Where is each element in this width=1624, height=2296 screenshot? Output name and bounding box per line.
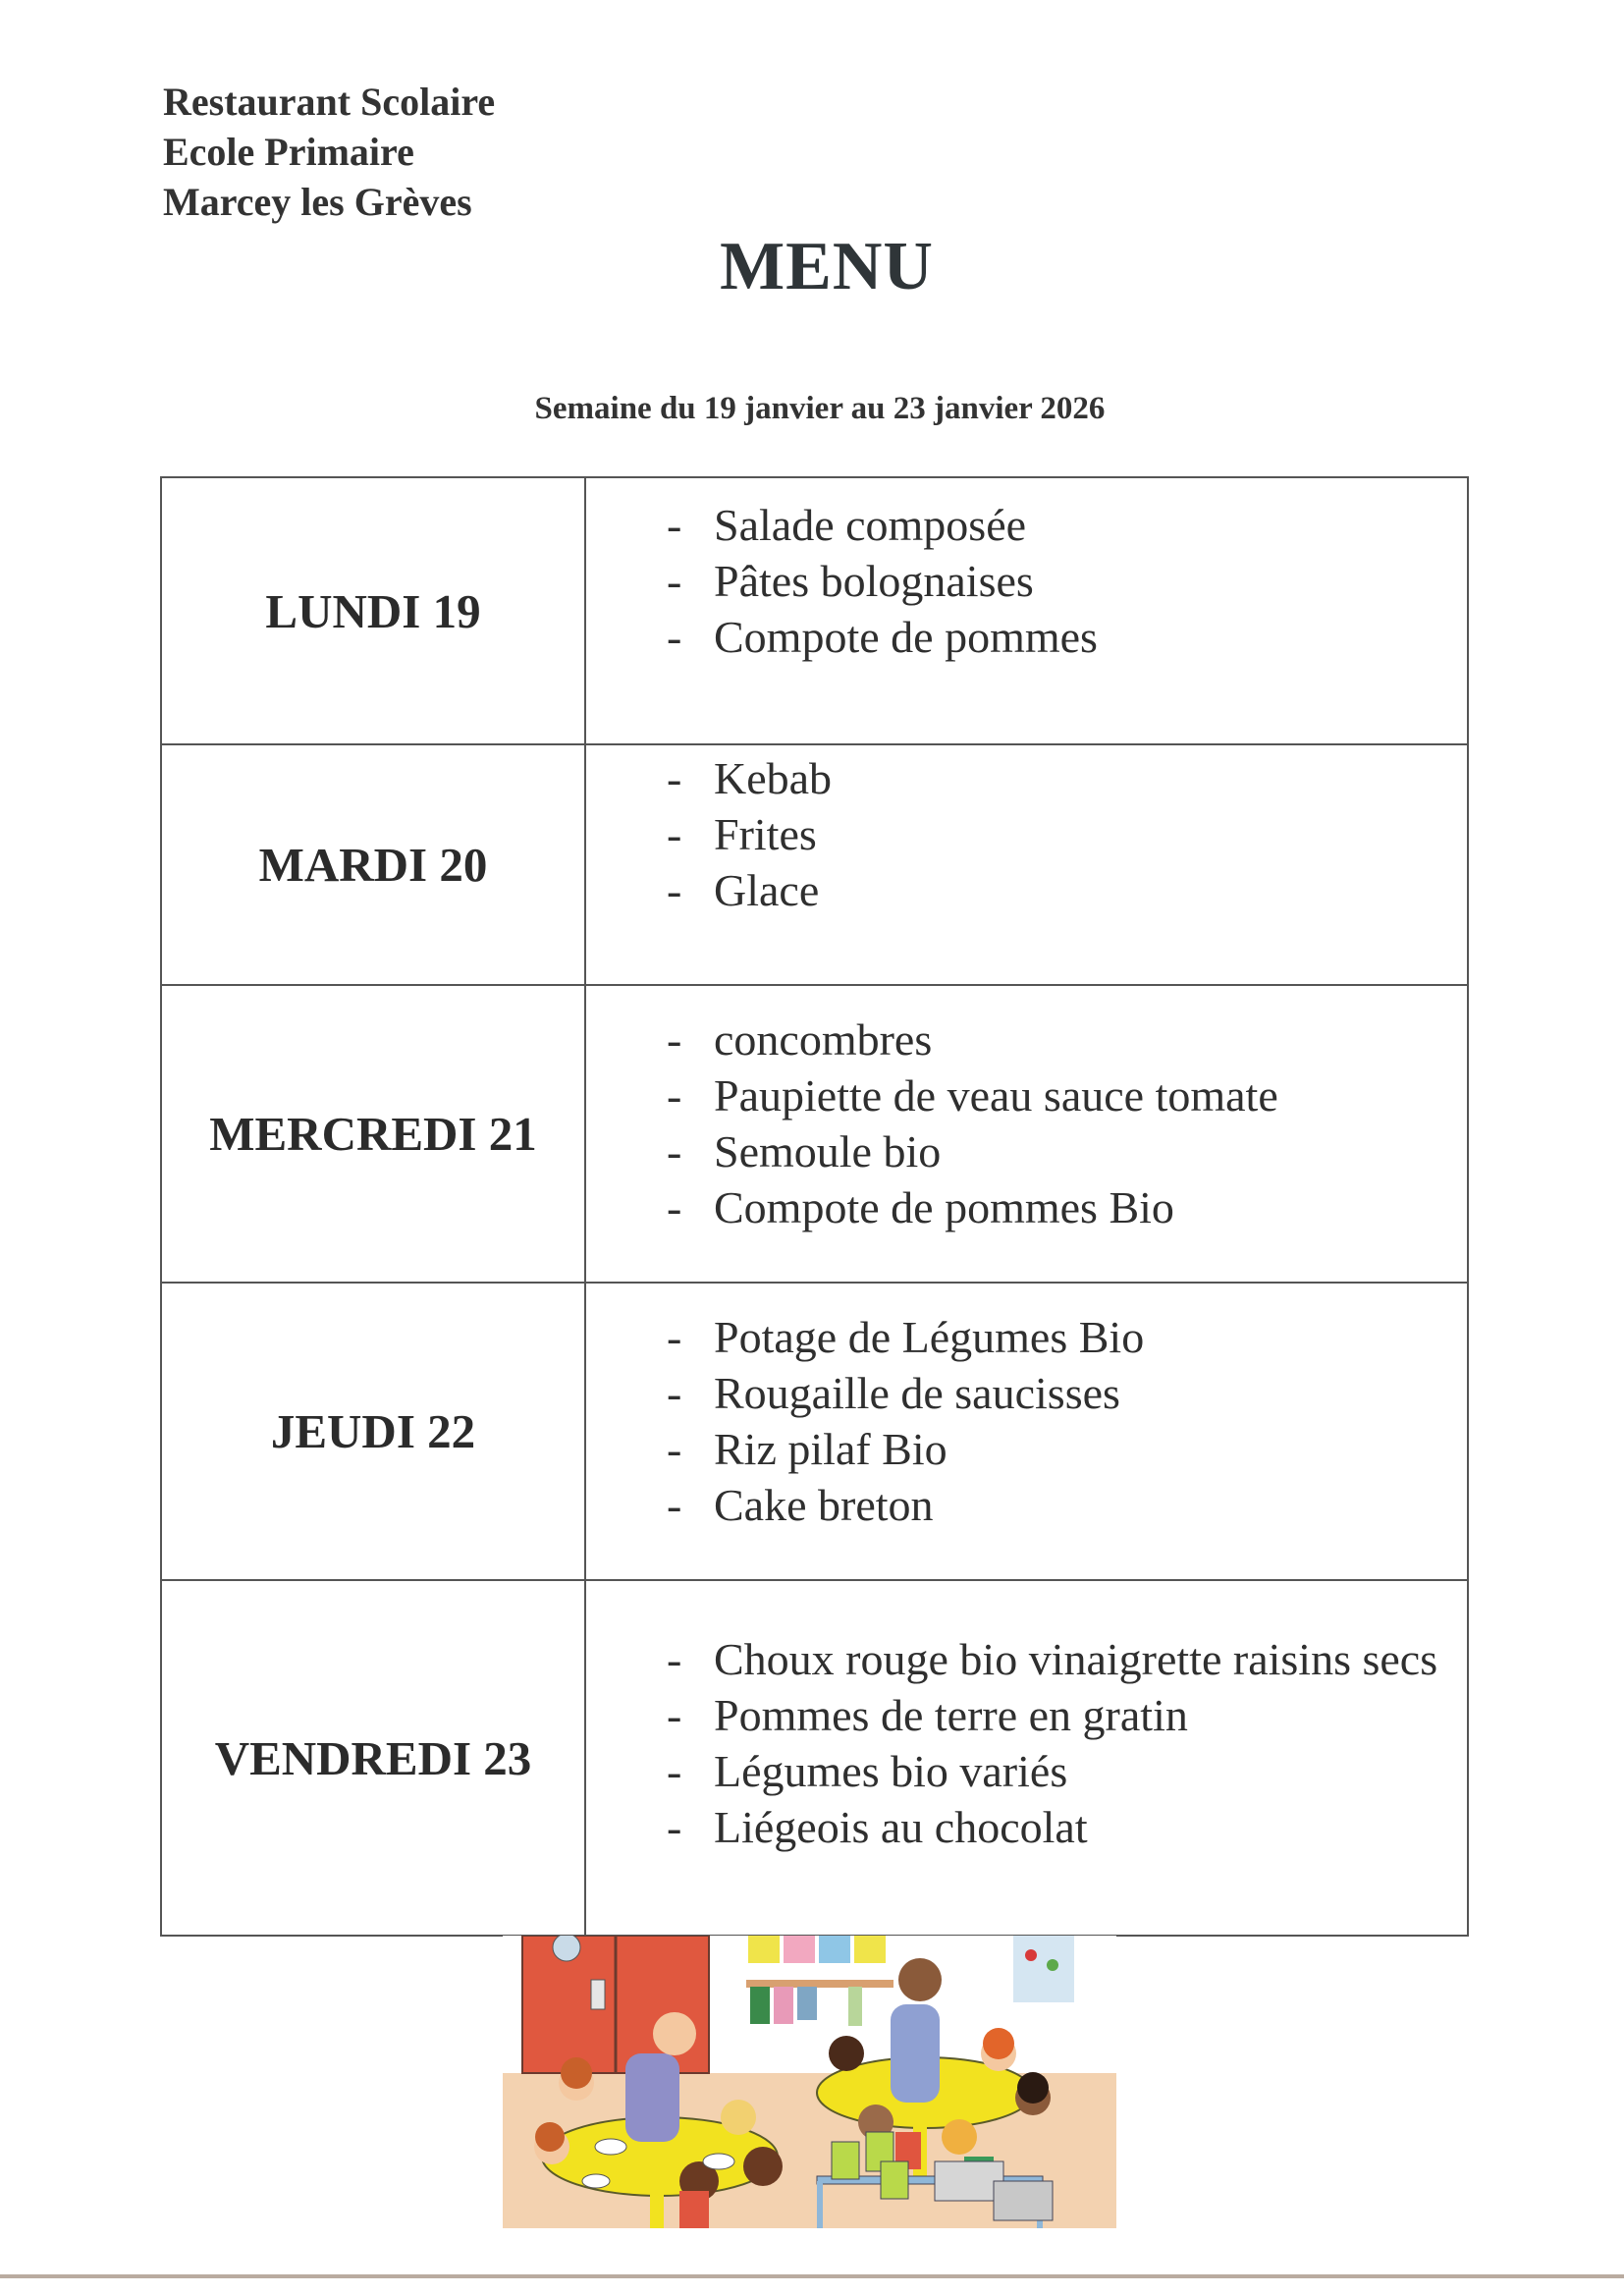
menu-title-text: MENU [720,229,934,304]
week-subtitle-text: Semaine du 19 janvier au 23 janvier 2026 [534,391,1106,426]
day-dishes [585,1580,1468,1936]
dish-item: - Liégeois au chocolat [714,1799,1447,1855]
day-label: JEUDI 22 [161,1283,585,1580]
day-dishes [585,744,1468,985]
menu-table [160,476,1469,1937]
dish-list [586,1309,1467,1533]
dish-item: - Compote de pommes [714,609,1467,665]
canteen-illustration [503,1936,1116,2228]
header-line-town: Marcey les Grèves [163,180,472,224]
dish-item: - concombres [714,1011,1467,1067]
table-row [161,477,1468,744]
school-header [163,77,495,227]
day-dishes [585,985,1468,1283]
dish-item: - Frites [714,806,1467,862]
day-label: MARDI 20 [161,744,585,985]
page-bottom-rule [0,2274,1624,2278]
dish-list [586,1631,1467,1855]
dish-item: - Choux rouge bio vinaigrette raisins secs [714,1631,1447,1687]
dish-list [586,750,1467,918]
day-dishes [585,477,1468,744]
day-label: LUNDI 19 [161,477,585,744]
table-row [161,1580,1468,1936]
dish-item: - Paupiette de veau sauce tomate [714,1067,1467,1123]
day-label: VENDREDI 23 [161,1580,585,1936]
table-row [161,744,1468,985]
dish-item: - Compote de pommes Bio [714,1179,1467,1235]
dish-item: - Cake breton [714,1477,1467,1533]
dish-item: - Pommes de terre en gratin [714,1687,1447,1743]
dish-item: - Pâtes bolognaises [714,553,1467,609]
dish-list [586,1011,1467,1235]
dish-item: - Semoule bio [714,1123,1467,1179]
dish-item: - Glace [714,862,1467,918]
day-dishes [585,1283,1468,1580]
table-row [161,1283,1468,1580]
header-line-school: Ecole Primaire [163,130,414,174]
dish-item: - Légumes bio variés [714,1743,1447,1799]
header-line-restaurant: Restaurant Scolaire [163,80,496,124]
table-row [161,985,1468,1283]
dish-item: - Salade composée [714,497,1467,553]
dish-item: - Rougaille de saucisses [714,1365,1467,1421]
dish-list [586,497,1467,665]
day-label: MERCREDI 21 [161,985,585,1283]
dish-item: - Kebab [714,750,1467,806]
week-subtitle [0,391,1624,427]
dish-item: - Potage de Légumes Bio [714,1309,1467,1365]
dish-item: - Riz pilaf Bio [714,1421,1467,1477]
canteen-scene-image [503,1936,1116,2228]
menu-title [0,228,1624,306]
